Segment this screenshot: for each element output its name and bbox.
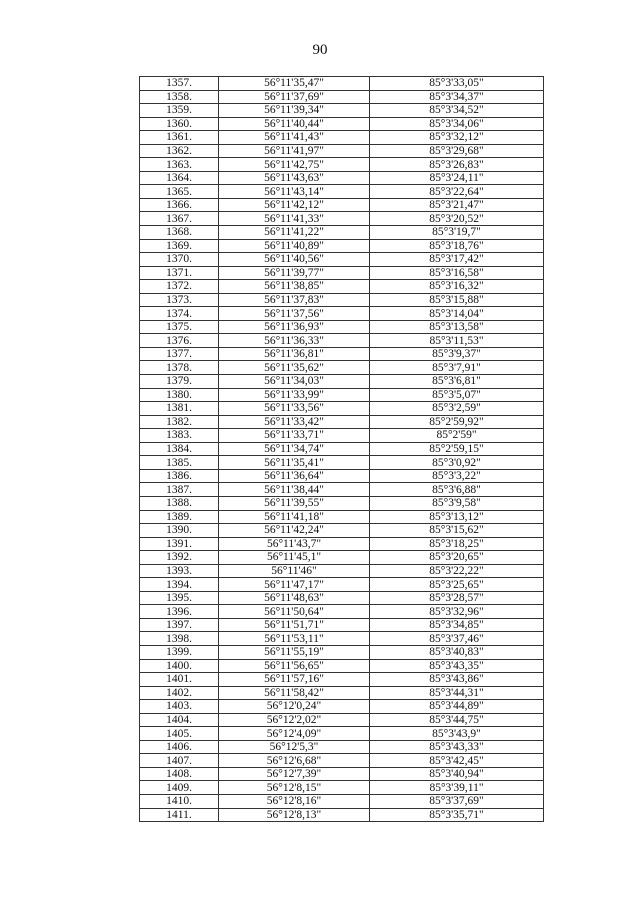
point-number-cell: 1383. <box>140 429 219 443</box>
longitude-cell: 85°3'9,58" <box>370 496 544 510</box>
longitude-cell: 85°3'26,83" <box>370 158 544 172</box>
coordinates-table <box>139 76 544 822</box>
point-number-cell: 1389. <box>140 510 219 524</box>
point-number-cell: 1401. <box>140 673 219 687</box>
latitude-cell: 56°12'4,09" <box>219 727 370 741</box>
latitude-cell: 56°12'8,13" <box>219 808 370 822</box>
point-number-cell: 1391. <box>140 537 219 551</box>
table-row <box>140 767 544 781</box>
latitude-cell: 56°12'2,02" <box>219 713 370 727</box>
longitude-cell: 85°3'32,12" <box>370 131 544 145</box>
longitude-cell: 85°2'59,15" <box>370 442 544 456</box>
latitude-cell: 56°11'41,97" <box>219 144 370 158</box>
longitude-cell: 85°2'59,92" <box>370 415 544 429</box>
table-row <box>140 794 544 808</box>
latitude-cell: 56°11'41,33" <box>219 212 370 226</box>
latitude-cell: 56°11'41,18" <box>219 510 370 524</box>
longitude-cell: 85°3'29,68" <box>370 144 544 158</box>
latitude-cell: 56°11'33,71" <box>219 429 370 443</box>
table-row <box>140 90 544 104</box>
table-row <box>140 212 544 226</box>
longitude-cell: 85°3'14,04" <box>370 307 544 321</box>
latitude-cell: 56°11'53,11" <box>219 632 370 646</box>
longitude-cell: 85°3'25,65" <box>370 578 544 592</box>
point-number-cell: 1379. <box>140 375 219 389</box>
longitude-cell: 85°3'17,42" <box>370 253 544 267</box>
latitude-cell: 56°11'43,14" <box>219 185 370 199</box>
point-number-cell: 1378. <box>140 361 219 375</box>
point-number-cell: 1366. <box>140 198 219 212</box>
page-number: 90 <box>312 42 328 58</box>
longitude-cell: 85°3'42,45" <box>370 754 544 768</box>
table-row <box>140 591 544 605</box>
longitude-cell: 85°3'15,88" <box>370 293 544 307</box>
point-number-cell: 1377. <box>140 347 219 361</box>
point-number-cell: 1392. <box>140 551 219 565</box>
longitude-cell: 85°3'22,22" <box>370 564 544 578</box>
latitude-cell: 56°11'46" <box>219 564 370 578</box>
latitude-cell: 56°11'42,24" <box>219 524 370 538</box>
table-row <box>140 334 544 348</box>
table-row <box>140 700 544 714</box>
point-number-cell: 1381. <box>140 402 219 416</box>
latitude-cell: 56°12'0,24" <box>219 700 370 714</box>
latitude-cell: 56°11'38,85" <box>219 280 370 294</box>
point-number-cell: 1386. <box>140 469 219 483</box>
table-row <box>140 808 544 822</box>
point-number-cell: 1406. <box>140 740 219 754</box>
longitude-cell: 85°3'19,7" <box>370 226 544 240</box>
coordinates-table-body <box>140 77 544 822</box>
latitude-cell: 56°11'51,71" <box>219 618 370 632</box>
table-row <box>140 727 544 741</box>
table-row <box>140 537 544 551</box>
latitude-cell: 56°11'33,56" <box>219 402 370 416</box>
point-number-cell: 1396. <box>140 605 219 619</box>
table-row <box>140 429 544 443</box>
longitude-cell: 85°3'43,35" <box>370 659 544 673</box>
point-number-cell: 1357. <box>140 77 219 91</box>
table-row <box>140 740 544 754</box>
point-number-cell: 1405. <box>140 727 219 741</box>
table-row <box>140 713 544 727</box>
table-row <box>140 347 544 361</box>
longitude-cell: 85°3'35,71" <box>370 808 544 822</box>
table-row <box>140 415 544 429</box>
point-number-cell: 1384. <box>140 442 219 456</box>
longitude-cell: 85°3'32,96" <box>370 605 544 619</box>
longitude-cell: 85°3'37,46" <box>370 632 544 646</box>
longitude-cell: 85°3'22,64" <box>370 185 544 199</box>
longitude-cell: 85°3'44,89" <box>370 700 544 714</box>
table-row <box>140 280 544 294</box>
longitude-cell: 85°3'16,32" <box>370 280 544 294</box>
latitude-cell: 56°12'5,3" <box>219 740 370 754</box>
table-row <box>140 131 544 145</box>
point-number-cell: 1395. <box>140 591 219 605</box>
table-row <box>140 673 544 687</box>
longitude-cell: 85°3'39,11" <box>370 781 544 795</box>
longitude-cell: 85°3'24,11" <box>370 171 544 185</box>
latitude-cell: 56°11'41,43" <box>219 131 370 145</box>
longitude-cell: 85°3'15,62" <box>370 524 544 538</box>
point-number-cell: 1367. <box>140 212 219 226</box>
latitude-cell: 56°12'6,68" <box>219 754 370 768</box>
table-row <box>140 307 544 321</box>
point-number-cell: 1372. <box>140 280 219 294</box>
latitude-cell: 56°11'40,89" <box>219 239 370 253</box>
longitude-cell: 85°3'34,06" <box>370 117 544 131</box>
point-number-cell: 1364. <box>140 171 219 185</box>
longitude-cell: 85°3'16,58" <box>370 266 544 280</box>
longitude-cell: 85°3'0,92" <box>370 456 544 470</box>
longitude-cell: 85°2'59" <box>370 429 544 443</box>
latitude-cell: 56°11'36,81" <box>219 347 370 361</box>
point-number-cell: 1411. <box>140 808 219 822</box>
latitude-cell: 56°11'35,41" <box>219 456 370 470</box>
table-row <box>140 442 544 456</box>
table-row <box>140 578 544 592</box>
point-number-cell: 1369. <box>140 239 219 253</box>
longitude-cell: 85°3'43,9" <box>370 727 544 741</box>
table-row <box>140 388 544 402</box>
table-row <box>140 144 544 158</box>
point-number-cell: 1394. <box>140 578 219 592</box>
latitude-cell: 56°11'43,63" <box>219 171 370 185</box>
latitude-cell: 56°11'36,93" <box>219 320 370 334</box>
point-number-cell: 1387. <box>140 483 219 497</box>
point-number-cell: 1380. <box>140 388 219 402</box>
table-row <box>140 185 544 199</box>
table-row <box>140 198 544 212</box>
longitude-cell: 85°3'13,58" <box>370 320 544 334</box>
table-row <box>140 361 544 375</box>
longitude-cell: 85°3'6,81" <box>370 375 544 389</box>
latitude-cell: 56°11'43,7" <box>219 537 370 551</box>
table-row <box>140 469 544 483</box>
longitude-cell: 85°3'2,59" <box>370 402 544 416</box>
latitude-cell: 56°11'58,42" <box>219 686 370 700</box>
latitude-cell: 56°11'37,69" <box>219 90 370 104</box>
point-number-cell: 1371. <box>140 266 219 280</box>
table-row <box>140 456 544 470</box>
latitude-cell: 56°12'7,39" <box>219 767 370 781</box>
longitude-cell: 85°3'5,07" <box>370 388 544 402</box>
latitude-cell: 56°11'55,19" <box>219 645 370 659</box>
latitude-cell: 56°11'35,62" <box>219 361 370 375</box>
latitude-cell: 56°12'8,15" <box>219 781 370 795</box>
longitude-cell: 85°3'18,25" <box>370 537 544 551</box>
table-row <box>140 266 544 280</box>
latitude-cell: 56°11'37,56" <box>219 307 370 321</box>
point-number-cell: 1368. <box>140 226 219 240</box>
point-number-cell: 1385. <box>140 456 219 470</box>
point-number-cell: 1370. <box>140 253 219 267</box>
table-row <box>140 253 544 267</box>
table-row <box>140 564 544 578</box>
longitude-cell: 85°3'13,12" <box>370 510 544 524</box>
point-number-cell: 1398. <box>140 632 219 646</box>
table-row <box>140 402 544 416</box>
point-number-cell: 1393. <box>140 564 219 578</box>
point-number-cell: 1373. <box>140 293 219 307</box>
point-number-cell: 1382. <box>140 415 219 429</box>
table-row <box>140 605 544 619</box>
table-row <box>140 510 544 524</box>
table-row <box>140 645 544 659</box>
point-number-cell: 1409. <box>140 781 219 795</box>
longitude-cell: 85°3'7,91" <box>370 361 544 375</box>
latitude-cell: 56°11'47,17" <box>219 578 370 592</box>
point-number-cell: 1407. <box>140 754 219 768</box>
longitude-cell: 85°3'28,57" <box>370 591 544 605</box>
longitude-cell: 85°3'9,37" <box>370 347 544 361</box>
longitude-cell: 85°3'34,52" <box>370 104 544 118</box>
longitude-cell: 85°3'40,83" <box>370 645 544 659</box>
longitude-cell: 85°3'40,94" <box>370 767 544 781</box>
table-row <box>140 171 544 185</box>
table-row <box>140 496 544 510</box>
point-number-cell: 1362. <box>140 144 219 158</box>
table-row <box>140 551 544 565</box>
table-row <box>140 158 544 172</box>
point-number-cell: 1410. <box>140 794 219 808</box>
table-row <box>140 104 544 118</box>
latitude-cell: 56°11'33,99" <box>219 388 370 402</box>
table-row <box>140 686 544 700</box>
latitude-cell: 56°11'40,44" <box>219 117 370 131</box>
table-row <box>140 618 544 632</box>
point-number-cell: 1400. <box>140 659 219 673</box>
table-row <box>140 320 544 334</box>
table-row <box>140 117 544 131</box>
table-row <box>140 375 544 389</box>
point-number-cell: 1360. <box>140 117 219 131</box>
latitude-cell: 56°11'57,16" <box>219 673 370 687</box>
latitude-cell: 56°11'45,1" <box>219 551 370 565</box>
point-number-cell: 1376. <box>140 334 219 348</box>
point-number-cell: 1390. <box>140 524 219 538</box>
point-number-cell: 1403. <box>140 700 219 714</box>
point-number-cell: 1388. <box>140 496 219 510</box>
latitude-cell: 56°11'56,65" <box>219 659 370 673</box>
longitude-cell: 85°3'20,65" <box>370 551 544 565</box>
latitude-cell: 56°11'34,03" <box>219 375 370 389</box>
longitude-cell: 85°3'34,85" <box>370 618 544 632</box>
longitude-cell: 85°3'34,37" <box>370 90 544 104</box>
latitude-cell: 56°11'39,34" <box>219 104 370 118</box>
latitude-cell: 56°11'41,22" <box>219 226 370 240</box>
longitude-cell: 85°3'6,88" <box>370 483 544 497</box>
latitude-cell: 56°12'8,16" <box>219 794 370 808</box>
point-number-cell: 1358. <box>140 90 219 104</box>
latitude-cell: 56°11'39,55" <box>219 496 370 510</box>
latitude-cell: 56°11'38,44" <box>219 483 370 497</box>
table-row <box>140 293 544 307</box>
point-number-cell: 1375. <box>140 320 219 334</box>
table-row <box>140 524 544 538</box>
latitude-cell: 56°11'35,47" <box>219 77 370 91</box>
longitude-cell: 85°3'43,33" <box>370 740 544 754</box>
latitude-cell: 56°11'33,42" <box>219 415 370 429</box>
longitude-cell: 85°3'20,52" <box>370 212 544 226</box>
latitude-cell: 56°11'37,83" <box>219 293 370 307</box>
latitude-cell: 56°11'50,64" <box>219 605 370 619</box>
latitude-cell: 56°11'42,12" <box>219 198 370 212</box>
longitude-cell: 85°3'18,76" <box>370 239 544 253</box>
table-row <box>140 781 544 795</box>
longitude-cell: 85°3'37,69" <box>370 794 544 808</box>
table-row <box>140 239 544 253</box>
point-number-cell: 1402. <box>140 686 219 700</box>
longitude-cell: 85°3'44,31" <box>370 686 544 700</box>
latitude-cell: 56°11'40,56" <box>219 253 370 267</box>
point-number-cell: 1359. <box>140 104 219 118</box>
latitude-cell: 56°11'36,33" <box>219 334 370 348</box>
point-number-cell: 1365. <box>140 185 219 199</box>
table-row <box>140 77 544 91</box>
latitude-cell: 56°11'48,63" <box>219 591 370 605</box>
table-row <box>140 754 544 768</box>
longitude-cell: 85°3'44,75" <box>370 713 544 727</box>
longitude-cell: 85°3'21,47" <box>370 198 544 212</box>
table-row <box>140 632 544 646</box>
table-row <box>140 226 544 240</box>
longitude-cell: 85°3'33,05" <box>370 77 544 91</box>
point-number-cell: 1374. <box>140 307 219 321</box>
table-row <box>140 659 544 673</box>
point-number-cell: 1397. <box>140 618 219 632</box>
longitude-cell: 85°3'3,22" <box>370 469 544 483</box>
point-number-cell: 1399. <box>140 645 219 659</box>
longitude-cell: 85°3'43,86" <box>370 673 544 687</box>
point-number-cell: 1361. <box>140 131 219 145</box>
point-number-cell: 1363. <box>140 158 219 172</box>
latitude-cell: 56°11'39,77" <box>219 266 370 280</box>
latitude-cell: 56°11'36,64" <box>219 469 370 483</box>
longitude-cell: 85°3'11,53" <box>370 334 544 348</box>
latitude-cell: 56°11'42,75" <box>219 158 370 172</box>
point-number-cell: 1408. <box>140 767 219 781</box>
table-row <box>140 483 544 497</box>
point-number-cell: 1404. <box>140 713 219 727</box>
latitude-cell: 56°11'34,74" <box>219 442 370 456</box>
